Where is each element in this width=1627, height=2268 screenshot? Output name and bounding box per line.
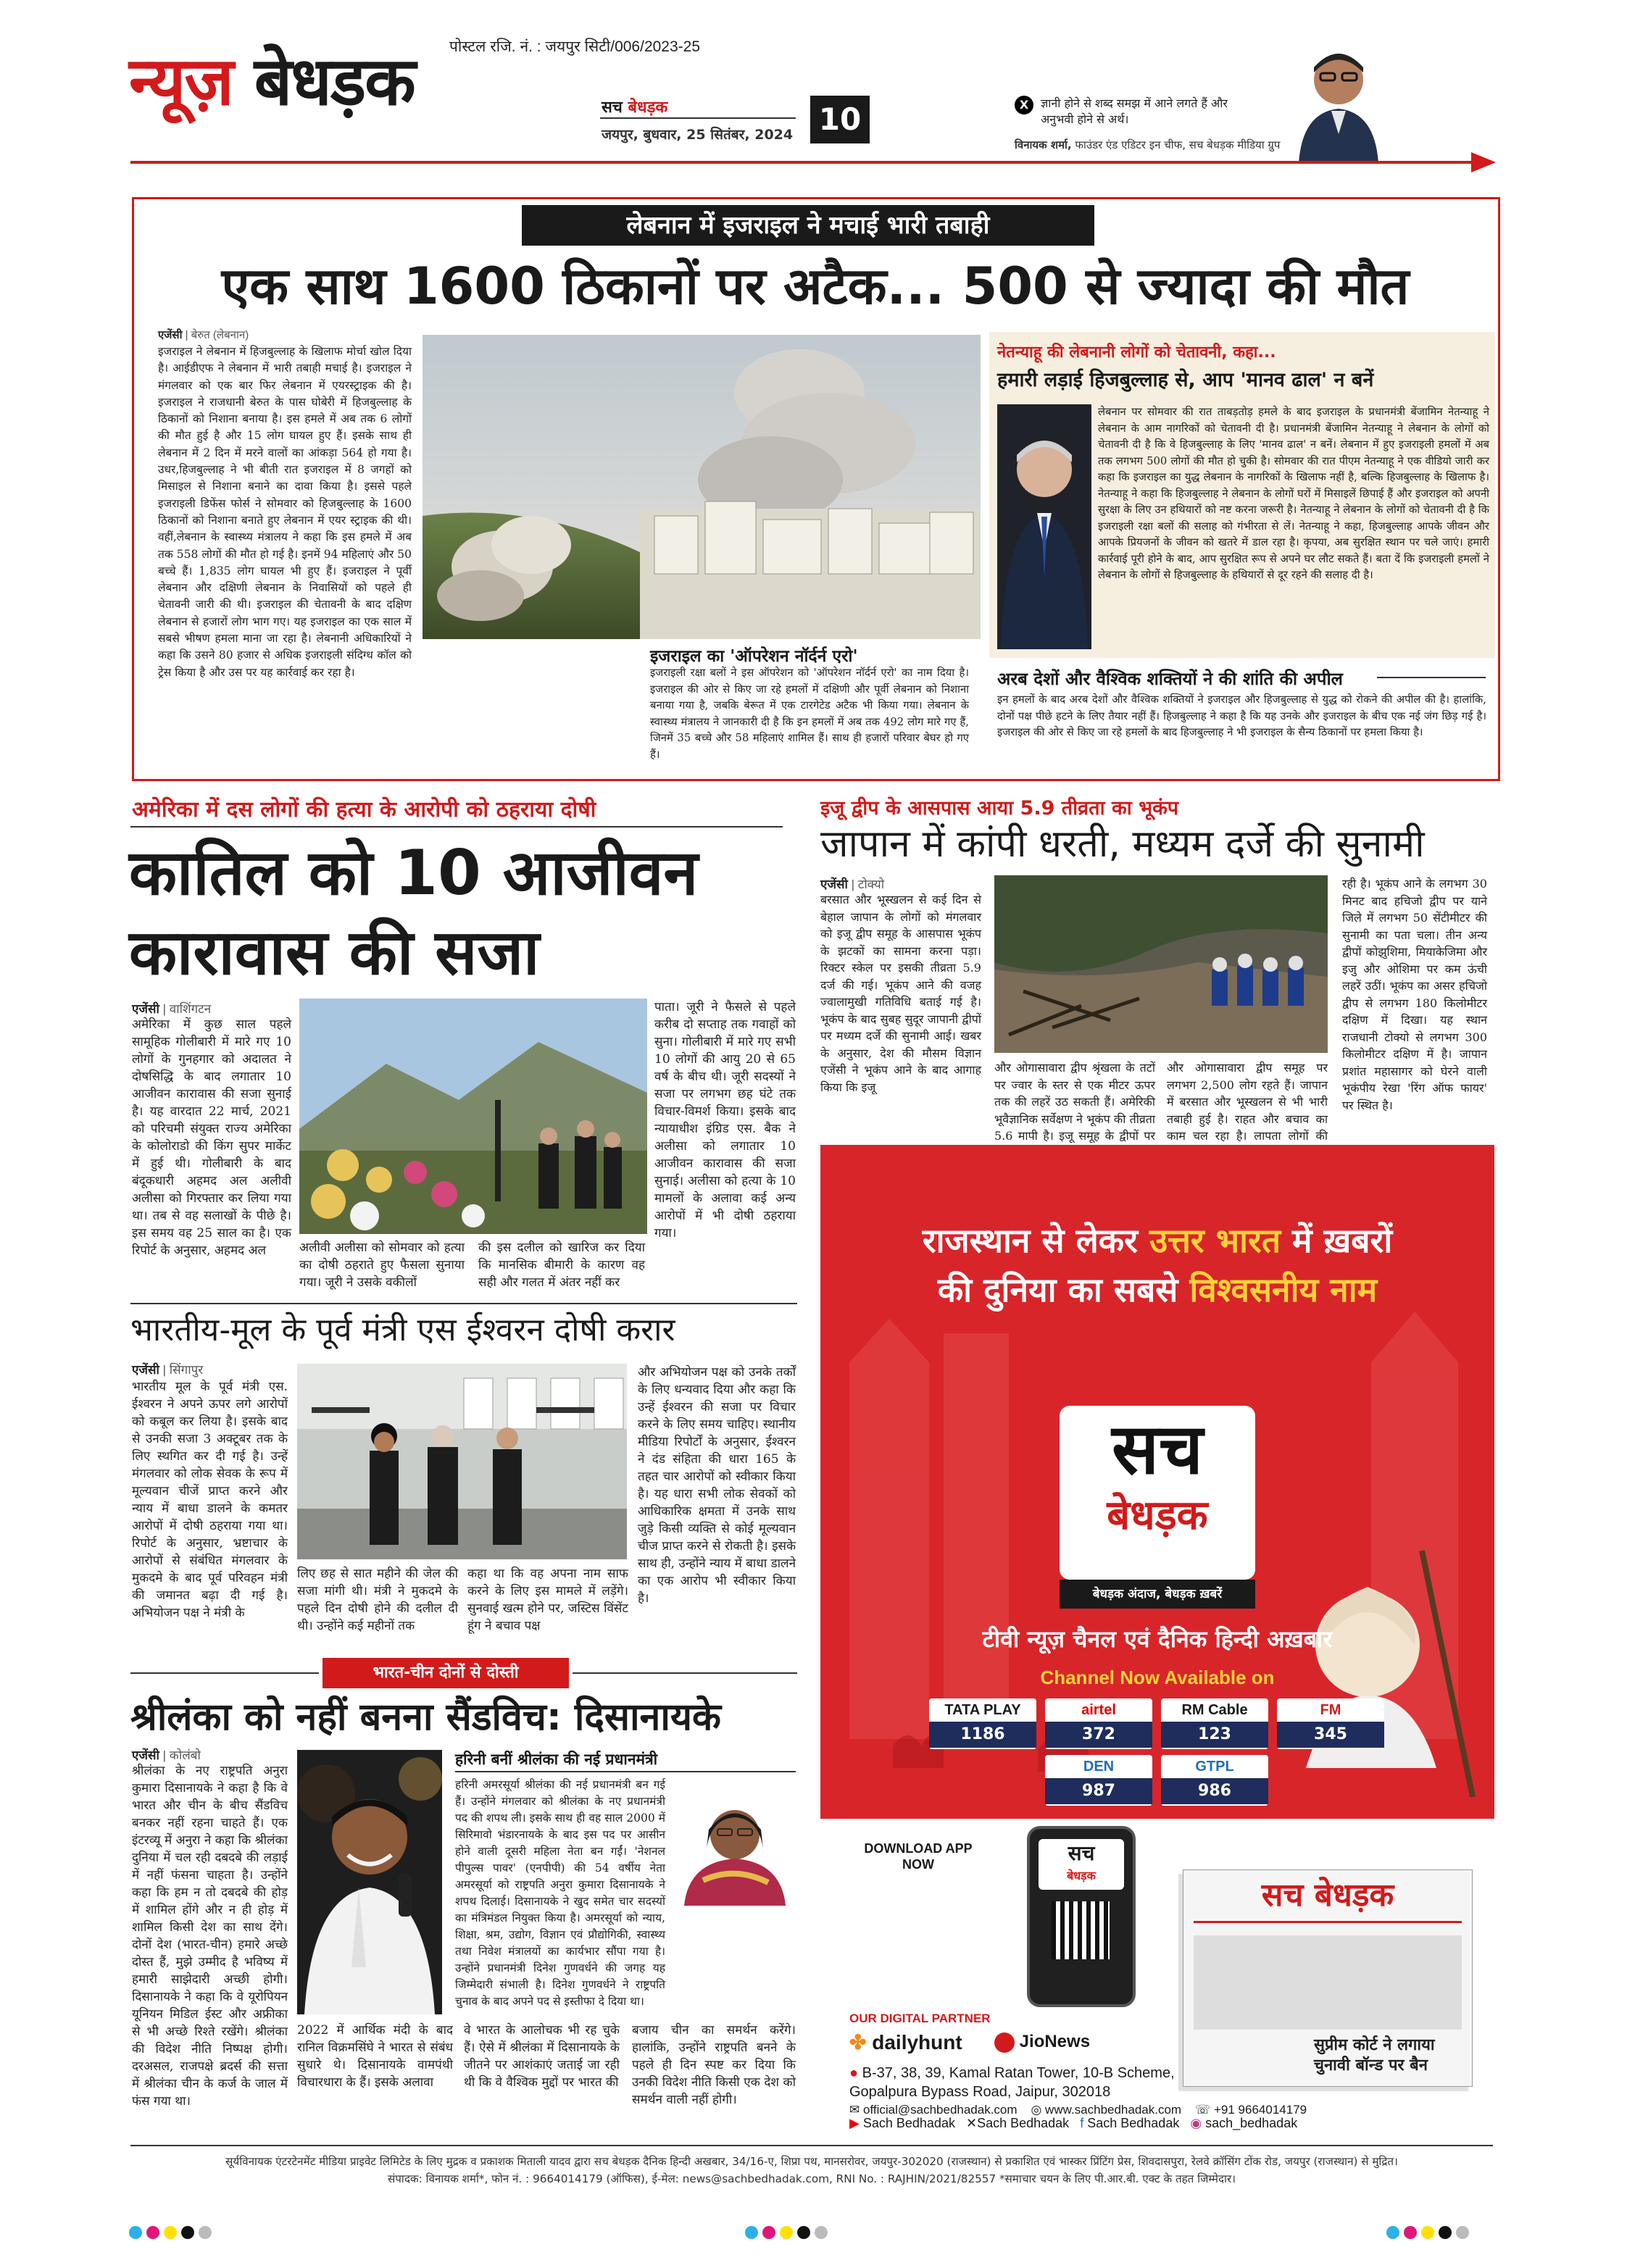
ad-headline-line2: की दुनिया का सबसे विश्वसनीय नाम <box>937 1270 1378 1309</box>
singapore-col3: कहा था कि वह अपना नाम साफ करने के लिए इस मामले में लड़ेंगे। सुनवाई खत्म होने पर, जस्टिस विंसेंट हूंग ने बचाव पक्ष <box>467 1567 628 1633</box>
ad-social-row: ▶ Sach Bedhadak ✕Sach Bedhadak f Sach Bedhadak ◉ sach_bedhadak <box>849 2116 1298 2130</box>
japan-byline: एजेंसी | टोक्यो <box>820 877 885 891</box>
editor-quote: ज्ञानी होने से शब्द समझ में आने लगते हैं और अनुभवी होने से अर्थ। <box>1041 96 1228 126</box>
lebanon-body: इजराइल ने लेबनान में हिजबुल्लाह के खिलाफ मोर्चा खोल दिया है। आईडीएफ ने लेबनान में भारी तबाही मचाई है। इजराइल ने मंगलवार को एक बार फिर लेबनान में एयरस्ट्राइक की है। इजराइल ने राजधानी बेरुत के पास घोबेरी में हिजबुल्लाह के ठिकानों को निशाना बनाया है। इस हमले में अब तक 6 लोगों की मौत हुई है और 15 लोग घायल हुए हैं। इसके साथ ही लेबनान में 2 दिन में मरने वालों का आंकड़ा 564 हो गया है। उधर,हिजबुल्लाह ने भी बीती रात इजराइल में 8 जगहों को मिसाइल से निशाना बनाने का दावा किया है। इससे पहले इजराइली डिफेंस फोर्स ने सोमवार को हिजबुल्लाह के 1600 ठिकानों को निशाना बनाते हुए लेबनान में एयर स्ट्राइक की थी। वहीं,लेबनान के स्वास्थ्य मंत्रालय ने कहा कि इस हमले में अब तक 558 लोगों की मौत हो गई है। इनमें 94 महिलाएं और 50 बच्चे हैं। 1,835 लोग घायल भी हुए हैं। इजराइल ने पूर्वी लेबनान और दक्षिणी लेबनान के निवासियों को पहले ही चेतावनी जारी की थी। इजराइल की चेतावनी के बाद दक्षिण लेबनान से हजारों लोग भाग गए। यह इजराइल का एक साल में सबसे भीषण हमला माना जा रहा है। लेबनानी अधिकारियों ने कहा कि उसने 80 हजार से अधिक इजराइली संदिग्ध कॉल को ट्रेस किया है और उस पर यह कार्रवाई कर रहा है। <box>158 345 412 679</box>
registration-dots-left <box>127 2226 214 2242</box>
america-col1: अमेरिका में कुछ साल पहले सामूहिक गोलीबारी में मारे गए 10 लोगों के गुनहगार को अदालत ने दोषसिद्धि के बाद लगातार 10 आजीवन कारावास की सजा सुनाई है। यह वारदात 22 मार्च, 2021 को परिचमी संयुक्त राज्य अमेरिका के कोलोराडो की किंग सुपर मार्केट में हुई थी। गोलीबारी के बाद बंदूकधारी अहमद अल अलीवी अलीसा को गिरफ्तार कर लिया गया था। तब से वह सलाखों के पीछे है। इस समय वह 25 साल का है। एक रिपोर्ट के अनुसार, अहमद अल <box>132 1017 291 1258</box>
location-pin-icon: ● <box>849 2065 859 2081</box>
lebanon-kicker: लेबनान में इजराइल ने मचाई भारी तबाही <box>522 205 1094 246</box>
harini-photo <box>674 1790 796 1906</box>
america-col2: अलीवी अलीसा को सोमवार को हत्या का दोषी ठहराते हुए फैसला सुनाया गया। जूरी ने उसके वकीलों <box>299 1241 465 1290</box>
dailyhunt-logo: ✤ dailyhunt <box>849 2031 962 2054</box>
america-byline: एजेंसी | वाशिंगटन <box>132 1002 212 1016</box>
channel-fm: FM 345 <box>1277 1698 1384 1749</box>
japan-headline: जापान में कांपी धरती, मध्यम दर्जे की सुनामी <box>820 822 1425 866</box>
harini-headline: हरिनी बनीं श्रीलंका की नई प्रधानमंत्री <box>455 1751 658 1768</box>
ad-logo-sach: सच <box>1112 1409 1203 1490</box>
singapore-headline: भारतीय-मूल के पूर्व मंत्री एस ईश्वरन दोषी करार <box>130 1312 675 1348</box>
lebanon-photo-caption-title: इजराइल का 'ऑपरेशन नॉर्दर्न एरो' <box>650 647 858 666</box>
jionews-logo: JioNews <box>994 2032 1090 2053</box>
phone-icon: ☏ <box>1195 2103 1211 2117</box>
japan-col2: और ओगासावारा द्वीप श्रृंखला के तटों पर ज्वार के स्तर से एक मीटर ऊपर तक की लहरें उठ सकती हैं। अमेरिकी भूवैज्ञानिक सर्वेक्षण ने भूकंप की तीव्रता 5.6 मापी है। इजू समूह के द्वीपों पर <box>994 1061 1155 1143</box>
editor-photo <box>1291 40 1386 163</box>
america-headline-1: कातिल को 10 आजीवन <box>129 837 699 909</box>
facebook-icon: f <box>1080 2116 1084 2130</box>
ad-address: ● B-37, 38, 39, Kamal Ratan Tower, 10-B Scheme, Gopalpura Bypass Road, Jaipur, 302018 <box>849 2065 1175 2100</box>
sach-bedhadak-ad[interactable] <box>820 1145 1494 2136</box>
phone-mockup: सच बेधड़क <box>1027 1826 1136 2007</box>
logo-bedhadak: बेधड़क <box>254 43 415 120</box>
srilanka-headline: श्रीलंका को नहीं बनना सैंडविच: दिसानायके <box>130 1696 721 1739</box>
srilanka-col2: 2022 में आर्थिक मंदी के बाद रानिल विक्रमसिंघे ने भारत से संबंध सुधारे थे। दिसानायके वामपंथी विचारधारा के हैं। इसके अलावा <box>297 2023 453 2090</box>
channel-rmcable: RM Cable 123 <box>1161 1698 1268 1749</box>
ad-logo <box>1060 1406 1255 1580</box>
ad-download[interactable]: DOWNLOAD APP NOW <box>864 1841 973 1872</box>
channel-tataplay: TATA PLAY 1186 <box>929 1698 1036 1749</box>
singapore-photo <box>297 1364 627 1559</box>
singapore-byline: एजेंसी | सिंगापुर <box>132 1363 204 1377</box>
arab-body: इन हमलों के बाद अरब देशों और वैश्विक शक्तियों ने इजराइल और हिजबुल्लाह से युद्ध को रोकने की अपील की है। हालांकि, दोनों पक्ष पीछे हटने के लिए तैयार नहीं हैं। हिजबुल्लाह ने कहा है कि यह उनके और इजराइल के बीच एक नई जंग छिड़ गई है। इजराइल की ओर से किए जा रहे हमलों के बाद हिजबुल्लाह ने भी इजराइल के सैन्य ठिकानों पर हमला किया है। <box>997 693 1486 738</box>
japan-photo <box>994 875 1328 1053</box>
japan-col3: और ओगासावारा द्वीप समूह पर लगभग 2,500 लोग रहते हैं। जापान में बरसात और भूस्खलन से भी भारी तबाही हुई है। राहत और बचाव का काम चल रहा है। लापता लोगों की <box>1167 1061 1328 1143</box>
netanyahu-kicker: नेतन्याहू की लेबनानी लोगों को चेतावनी, कहा... <box>997 343 1276 362</box>
srilanka-col1: श्रीलंका के नए राष्ट्रपति अनुरा कुमारा दिसानायके ने कहा है कि वे भारत और चीन के बीच सैंडविच बनकर नहीं रहना चाहते हैं। एक इंटरव्यू में अनुरा ने कहा कि श्रीलंका दुनिया में चल रही दबदबे की लड़ाई में नहीं फंसना चाहता है। उन्होंने कहा कि हम न तो दबदबे की होड़ में शामिल होंगे और न ही होड़ में शामिल किसी देश का साथ देंगे। दोनों देश (भारत-चीन) हमारे अच्छे दोस्त हैं, मुझे उम्मीद है भविष्य में हमारी साझेदारी अच्छी होगी। दिसानायके ने कहा कि वे यूरोपियन यूनियन मिडिल ईस्ट और अफ्रीका से भी अच्छे रिश्ते रखेंगे। श्रीलंका की विदेश नीति निष्पक्ष होगी। दरअसल, राजपक्षे ब्रदर्स की सत्ता में श्रीलंका चीन के कर्ज के जाल में फंस गया था। <box>132 1764 288 2109</box>
dailyhunt-icon: ✤ <box>849 2031 867 2054</box>
newspaper-mockup <box>1183 1869 1473 2087</box>
lebanon-photo-caption-body: इजराइली रक्षा बलों ने इस ऑपरेशन को 'ऑपरेशन नॉर्दर्न एरो' का नाम दिया है। इजराइल की ओर से किए जा रहे हमलों में दक्षिणी और पूर्वी लेबनान को निशाना बनाया गया है, जबकि बेरूत में एक टारगेटेड अटैक भी किया गया। लेबनान के स्वास्थ्य मंत्रालय ने जानकारी दी है कि इन हमलों में अब तक 492 लोग मारे गए हैं, जिनमें 35 बच्चे और 58 महिलाएं शामिल हैं। साथ ही हजारों परिवार बेघर हो गए हैं। <box>650 667 969 761</box>
srilanka-col4: बजाय चीन का समर्थन करेंगे। हालांकि, उन्होंने राष्ट्रपति बनने के पहले ही दिन स्पष्ट कर दिया कि उनकी विदेश नीति किसी एक देश को समर्थन वाली नहीं होगी। <box>632 2023 796 2107</box>
ad-channel-now: Channel Now Available on <box>1040 1667 1275 1688</box>
lebanon-photo <box>423 335 981 639</box>
ad-logo-bedhadak: बेधड़क <box>1107 1492 1208 1539</box>
ad-partner-label: OUR DIGITAL PARTNER <box>849 2011 991 2025</box>
singapore-col1: भारतीय मूल के पूर्व मंत्री एस. ईश्वरन ने अपने ऊपर लगे आरोपों को कबूल कर लिया है। इसके बाद से उनकी सजा 3 अक्टूबर तक के लिए स्थगित कर दी गई है। उन्हें मंगलवार को लोक सेवक के रूप में मूल्यवान चीजें प्राप्त करने और न्याय में बाधा डालने के कमतर आरोपों में दोषी ठहराया गया था। रिपोर्ट के अनुसार, भ्रष्टाचार के आरोपों से संबंधित मंगलवार के मुकदमे के बाद पूर्व परिवहन मंत्री की जमानत बढ़ा दी गई है। अभियोजन पक्ष ने मंत्री के <box>132 1380 288 1620</box>
globe-icon: ◎ <box>1031 2103 1042 2117</box>
newspaper-logo <box>129 42 415 122</box>
srilanka-byline: एजेंसी | कोलंबो <box>132 1748 201 1762</box>
dateline: जयपुर, बुधवार, 25 सितंबर, 2024 <box>602 127 794 143</box>
youtube-icon: ▶ <box>849 2116 860 2130</box>
america-headline-2: कारावास की सजा <box>129 917 540 989</box>
jionews-icon <box>994 2033 1015 2053</box>
editor-credit: विनायक शर्मा, फाउंडर एंड एडिटर इन चीफ, सच बेधड़क मीडिया ग्रुप <box>1015 138 1281 151</box>
netanyahu-photo <box>997 404 1091 649</box>
japan-col4: रही है। भूकंप आने के लगभग 30 मिनट बाद हचिजो द्वीप पर याने जिले में लगभग 50 सेंटीमीटर की सुनामी का पता चला। तीन अन्य द्वीपों कोझुशिमा, मियाकेजिमा और इजु और ओशिमा पर कम ऊंची लहरें उठीं। भूकंप का असर हचिजो द्वीप से लगभग 180 किलोमीटर दक्षिण में दिखा। यह स्थान राजधानी टोक्यो से लगभग 300 किलोमीटर दक्षिण में है। जापान प्रशांत महासागर को घेरने वाली भूकंपीय रेखा 'रिंग ऑफ फायर' पर स्थित है। <box>1342 877 1487 1112</box>
srilanka-col3: वे भारत के आलोचक भी रह चुके हैं। ऐसे में श्रीलंका में दिसानायके के जीतने पर आशंकाएं जताई जा रही थी कि वे वैश्विक मुद्दों पर भारत की <box>464 2023 620 2090</box>
singapore-col2: लिए छह से सात महीने की जेल की सजा मांगी थी। मंत्री ने मुकदमे के पहले दिन दोषी होने की दलील दी थी। उन्होंने कई महीनों तक <box>297 1567 458 1633</box>
pen-nib-icon <box>1471 152 1496 172</box>
newspaper-mockup-title: सच बेधड़क <box>1261 1877 1394 1914</box>
ad-headline-line1: राजस्थान से लेकर उत्तर भारत में ख़बरों <box>922 1221 1393 1260</box>
registration-dots-center <box>743 2226 830 2242</box>
srilanka-kicker: भारत-चीन दोनों से दोस्ती <box>323 1658 569 1688</box>
arab-headline: अरब देशों और वैश्विक शक्तियों ने की शांति की अपील <box>997 669 1343 689</box>
mail-icon: ✉ <box>849 2103 860 2117</box>
channel-den: DEN 987 <box>1045 1755 1152 1806</box>
ad-channels-row2 <box>1045 1755 1270 1806</box>
lebanon-byline: एजेंसी | बेरुत (लेबनान) <box>158 329 249 341</box>
ad-logo-strip: बेधड़क अंदाज, बेधड़क ख़बरें <box>1060 1580 1255 1609</box>
instagram-icon: ◉ <box>1190 2116 1202 2130</box>
channel-airtel: airtel 372 <box>1045 1698 1152 1749</box>
ad-contacts: ✉ official@sachbedhadak.com ◎ www.sachbedhadak.com ☏ +91 9664014179 <box>849 2103 1307 2117</box>
imprint-line1: सूर्यविनायक एंटरटेनमेंट मीडिया प्राइवेट लिमिटेड के लिए मुद्रक व प्रकाशक मिताली यादव द्वारा सच बेधड़क दैनिक हिन्दी अखबार, 34/16-ए, शिप्रा पथ, मानसरोवर, जयपुर-302020 (राजस्थान) से प्रकाशित एवं भास्कर प्रिंटिंग प्रेस, शिवदासपुरा, रेलवे क्रॉसिंग टोंक रोड, जयपुर (राजस्थान) से मुद्रित। <box>225 2155 1398 2168</box>
lebanon-headline: एक साथ 1600 ठिकानों पर अटैक... 500 से ज्यादा की मौत <box>221 257 1410 316</box>
ad-channels-row1 <box>929 1698 1386 1749</box>
postal-reg: पोस्टल रजि. नं. : जयपुर सिटी/006/2023-25 <box>449 38 701 55</box>
america-kicker: अमेरिका में दस लोगों की हत्या के आरोपी को ठहराया दोषी <box>132 797 596 822</box>
logo-news: न्यूज़ <box>129 43 233 120</box>
america-col4: पाता। जूरी ने फैसले से पहले करीब दो सप्ताह तक गवाहों को सुना। गोलीबारी में मारे गए सभी 10 लोगों की आयु 20 से 65 वर्ष के बीच थी। जूरी सदस्यों ने सजा पर लगभग छह घंटे तक विचार-विमर्श किया। इसके बाद न्यायाधीश इंग्रिड एस. बैक ने अलीसा को लगातार 10 आजीवन कारावास की सजा सुनाई। अलीसा को हत्या के 10 मामलों के अलावा कई अन्य आरोपों में भी दोषी ठहराया गया। <box>654 1000 796 1241</box>
qr-code-icon <box>1052 1901 1110 1959</box>
tagline: सच बेधड़क <box>602 99 668 117</box>
ad-tv-line: टीवी न्यूज़ चैनल एवं दैनिक हिन्दी अख़बार <box>982 1625 1333 1653</box>
x-social-icon: ✕ <box>965 2116 978 2130</box>
netanyahu-body: लेबनान पर सोमवार की रात ताबड़तोड़ हमले के बाद इजराइल के प्रधानमंत्री बेंजामिन नेतन्याहू ने लेबनान के आम नागरिकों को चेतावनी दी है। प्रधानमंत्री बेंजामिन नेतन्याहू ने लेबनान के लोगों को चेतावनी दी है कि वे हिजबुल्लाह के लिए 'मानव ढाल' न बनें। लेबनान में हुए इजराइली हमलों में अब तक लगभग 500 लोगों की मौत हो चुकी है। सोमवार की रात पीएम नेतन्याहू ने एक वीडियो जारी कर कहा कि इजराइल का युद्ध लेबनान के नागरिकों के खिलाफ नहीं है, बल्कि हिजबुल्लाह के खिलाफ है। नेतन्याहू ने कहा कि हिजबुल्लाह ने लेबनान के लोगों घरों में मिसाइलें छिपाई हैं और इजराइल को अपनी सुरक्षा के लिए उन हथियारों को नष्ट करना जरूरी है। नेतन्याहू ने लेबनान के लोगों को चेतावनी दी है कि इजराइली रक्षा बलों की सलाह को गंभीरता से लें। नेतन्याहू ने कहा, हिजबुल्लाह आपके जीवन और आपके प्रियजनों के जीवन को खतरे में डाल रहा है। कृपया, अब सुरक्षित स्थान पर चले जाएं। हमारी कार्रवाई पूरी होने के बाद, आप सुरक्षित रूप से अपने घर लौट सकते हैं। बता दें कि इजराइली हमलों ने लेबनान के लोगों से हिजबुल्लाह के हथियारों से दूर रहने की सलाह दी है। <box>1098 406 1489 581</box>
dissanayake-photo <box>297 1750 442 2014</box>
america-photo <box>299 998 647 1234</box>
channel-gtpl: GTPL 986 <box>1161 1755 1268 1806</box>
america-col3: की इस दलील को खारिज कर दिया कि मानसिक बीमारी के कारण वह सही और गलत में अंतर नहीं कर <box>478 1241 645 1290</box>
harini-body: हरिनी अमरसूर्या श्रीलंका की नई प्रधानमंत्री बन गई हैं। उन्होंने मंगलवार को श्रीलंका के नए प्रधानमंत्री पद की शपथ ली। इसके साथ ही वह साल 2000 में सिरिमावो भंडारनायके के बाद इस पद पर आसीन होने वाली दूसरी महिला नेता बन गईं। 'नेशनल पीपुल्स पावर' (एनपीपी) की 54 वर्षीय नेता अमरसूर्या को राष्ट्रपति अनुरा कुमारा दिसानायके ने शपथ दिलाई। दिसानायके ने खुद समेत चार सदस्यों का मंत्रिमंडल नियुक्त किया है। अमरसूर्या को न्याय, शिक्षा, श्रम, उद्योग, विज्ञान एवं प्रौद्योगिकी, स्वास्थ्य तथा निवेश मंत्रालयों का कार्यभार सौंपा गया है। उन्होंने प्रधानमंत्री दिनेश गुणवर्धने की जगह यह जिम्मेदारी संभाली है। दिनेश गुणवर्धने ने राष्ट्रपति चुनाव के बाद अपने पद से इस्तीफा दे दिया था। <box>455 1778 665 2008</box>
imprint-line2: संपादक: विनायक शर्मा*, फोन नं. : 9664014179 (ऑफिस), ई-मेल: news@sachbedhadak.com, RNI No. : RAJHIN/2021/82557 *समाचार चयन के लिए पी.आर.बी. एक्ट के तहत जिम्मेदार। <box>388 2172 1236 2185</box>
registration-dots-right <box>1384 2226 1471 2242</box>
singapore-col4: और अभियोजन पक्ष को उनके तर्कों के लिए धन्यवाद दिया और कहा कि उन्हें ईश्वरन की सजा पर विचार करने के लिए समय चाहिए। स्थानीय मीडिया रिपोर्टों के अनुसार, ईश्वरन ने दंड संहिता की धारा 165 के तहत चार आरोपों को स्वीकार किया है। यह धारा सभी लोक सेवकों को आधिकारिक क्षमता में उनके साथ जुड़े किसी व्यक्ति से कोई मूल्यवान चीज प्राप्त करने से रोकती है। इसके साथ ही, उन्होंने न्याय में बाधा डालने का एक आरोप भी स्वीकार किया है। <box>638 1365 796 1606</box>
japan-kicker: इजू द्वीप के आसपास आया 5.9 तीव्रता का भूकंप <box>820 797 1179 820</box>
x-icon: X <box>1015 96 1033 114</box>
netanyahu-headline: हमारी लड़ाई हिजबुल्लाह से, आप 'मानव ढाल' न बनें <box>997 369 1374 391</box>
nib-rule <box>130 161 1478 164</box>
page-number: 10 <box>810 96 870 143</box>
newspaper-mockup-headline: सुप्रीम कोर्ट ने लगाया चुनावी बॉन्ड पर बैन <box>1314 2036 1435 2075</box>
japan-col1: बरसात और भूस्खलन से कई दिन से बेहाल जापान के लोगों को मंगलवार को इजू द्वीप समूह के आसपास भूकंप के झटकों का सामना करना पड़ा। रिक्टर स्केल पर इसकी तीव्रता 5.9 दर्ज की गई। भूकंप आने की वजह ज्वालामुखी गतिविधि बताई गई है। भूकंप के बाद सुबह सुदूर जापानी द्वीपों पर मध्यम दर्जे की सुनामी आई। खबर के अनुसार, देश की मौसम विज्ञान एजेंसी ने भूकंप आने के बाद आगाह किया कि इजू <box>820 893 981 1094</box>
